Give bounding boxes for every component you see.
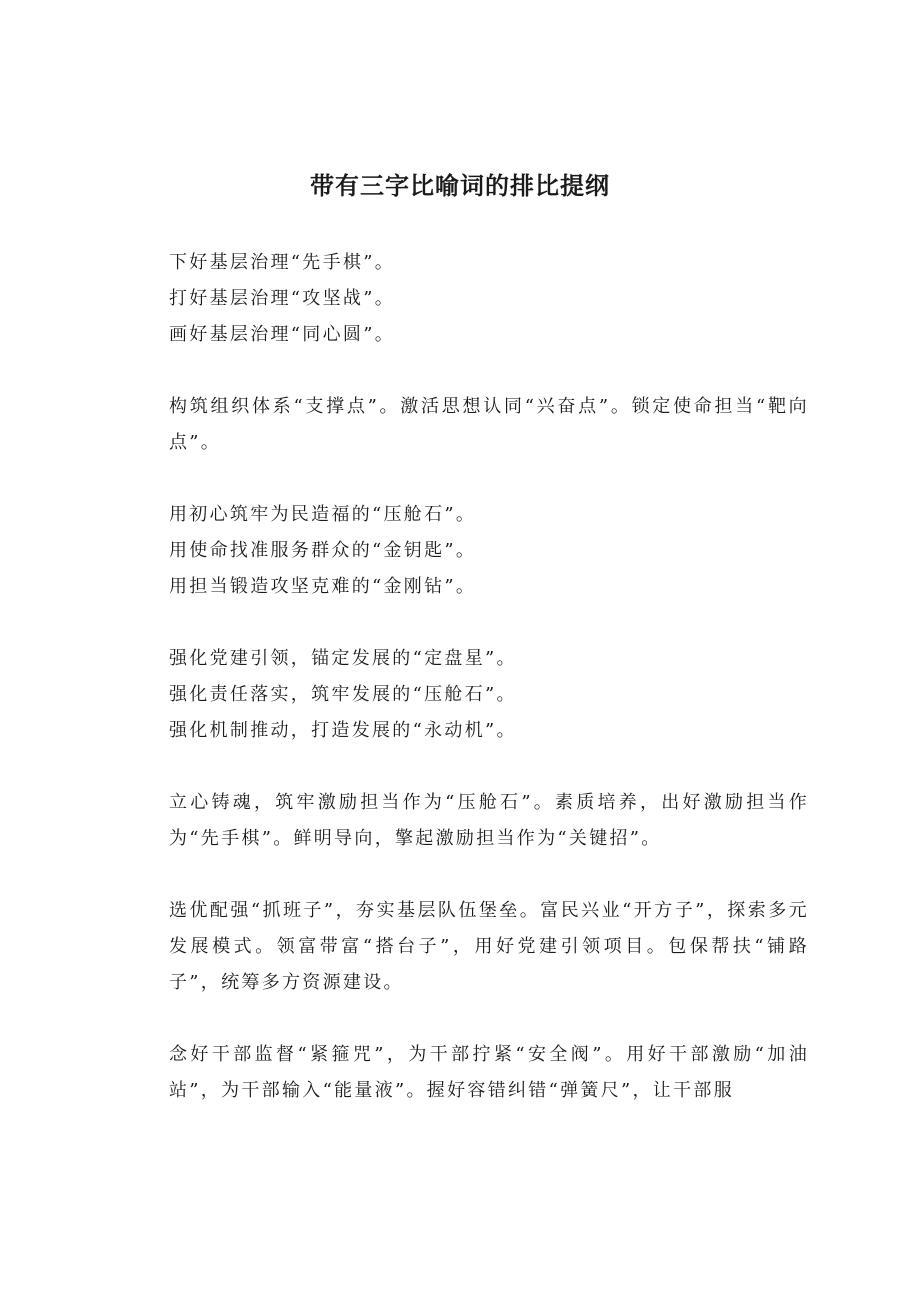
document-title: 带有三字比喻词的排比提纲 (310, 172, 610, 200)
document-body (169, 245, 809, 1145)
paragraph-6: 选优配强“抓班子”，夯实基层队伍堡垒。富民兴业“开方子”，探索多元发展模式。领富带富“搭台子”，用好党建引领项目。包保帮扶“铺路子”，统筹多方资源建设。 (169, 900, 809, 993)
paragraph-line: 强化机制推动，打造发展的“永动机”。 (169, 720, 517, 741)
paragraph-7: 念好干部监督“紧箍咒”，为干部拧紧“安全阀”。用好干部激励“加油站”，为干部输入“能量液”。握好容错纠错“弹簧尺”，让干部服 (169, 1044, 809, 1101)
paragraph-line: 下好基层治理“先手棋”。 (169, 252, 396, 273)
paragraph-line: 强化党建引领，锚定发展的“定盘星”。 (169, 648, 517, 669)
paragraph-3 (169, 497, 809, 605)
paragraph-line: 强化责任落实，筑牢发展的“压舱石”。 (169, 684, 517, 705)
paragraph-line: 用初心筑牢为民造福的“压舱石”。 (169, 504, 477, 525)
paragraph-4 (169, 641, 809, 749)
paragraph-1 (169, 245, 809, 353)
paragraph-line: 画好基层治理“同心圆”。 (169, 324, 396, 345)
paragraph-5: 立心铸魂，筑牢激励担当作为“压舱石”。素质培养，出好激励担当作为“先手棋”。鲜明导向，擎起激励担当作为“关键招”。 (169, 792, 809, 849)
paragraph-line: 用使命找准服务群众的“金钥匙”。 (169, 540, 477, 561)
paragraph-2: 构筑组织体系“支撑点”。激活思想认同“兴奋点”。锁定使命担当“靶向点”。 (169, 396, 809, 453)
paragraph-line: 用担当锻造攻坚克难的“金刚钻”。 (169, 576, 477, 597)
paragraph-line: 打好基层治理“攻坚战”。 (169, 288, 396, 309)
